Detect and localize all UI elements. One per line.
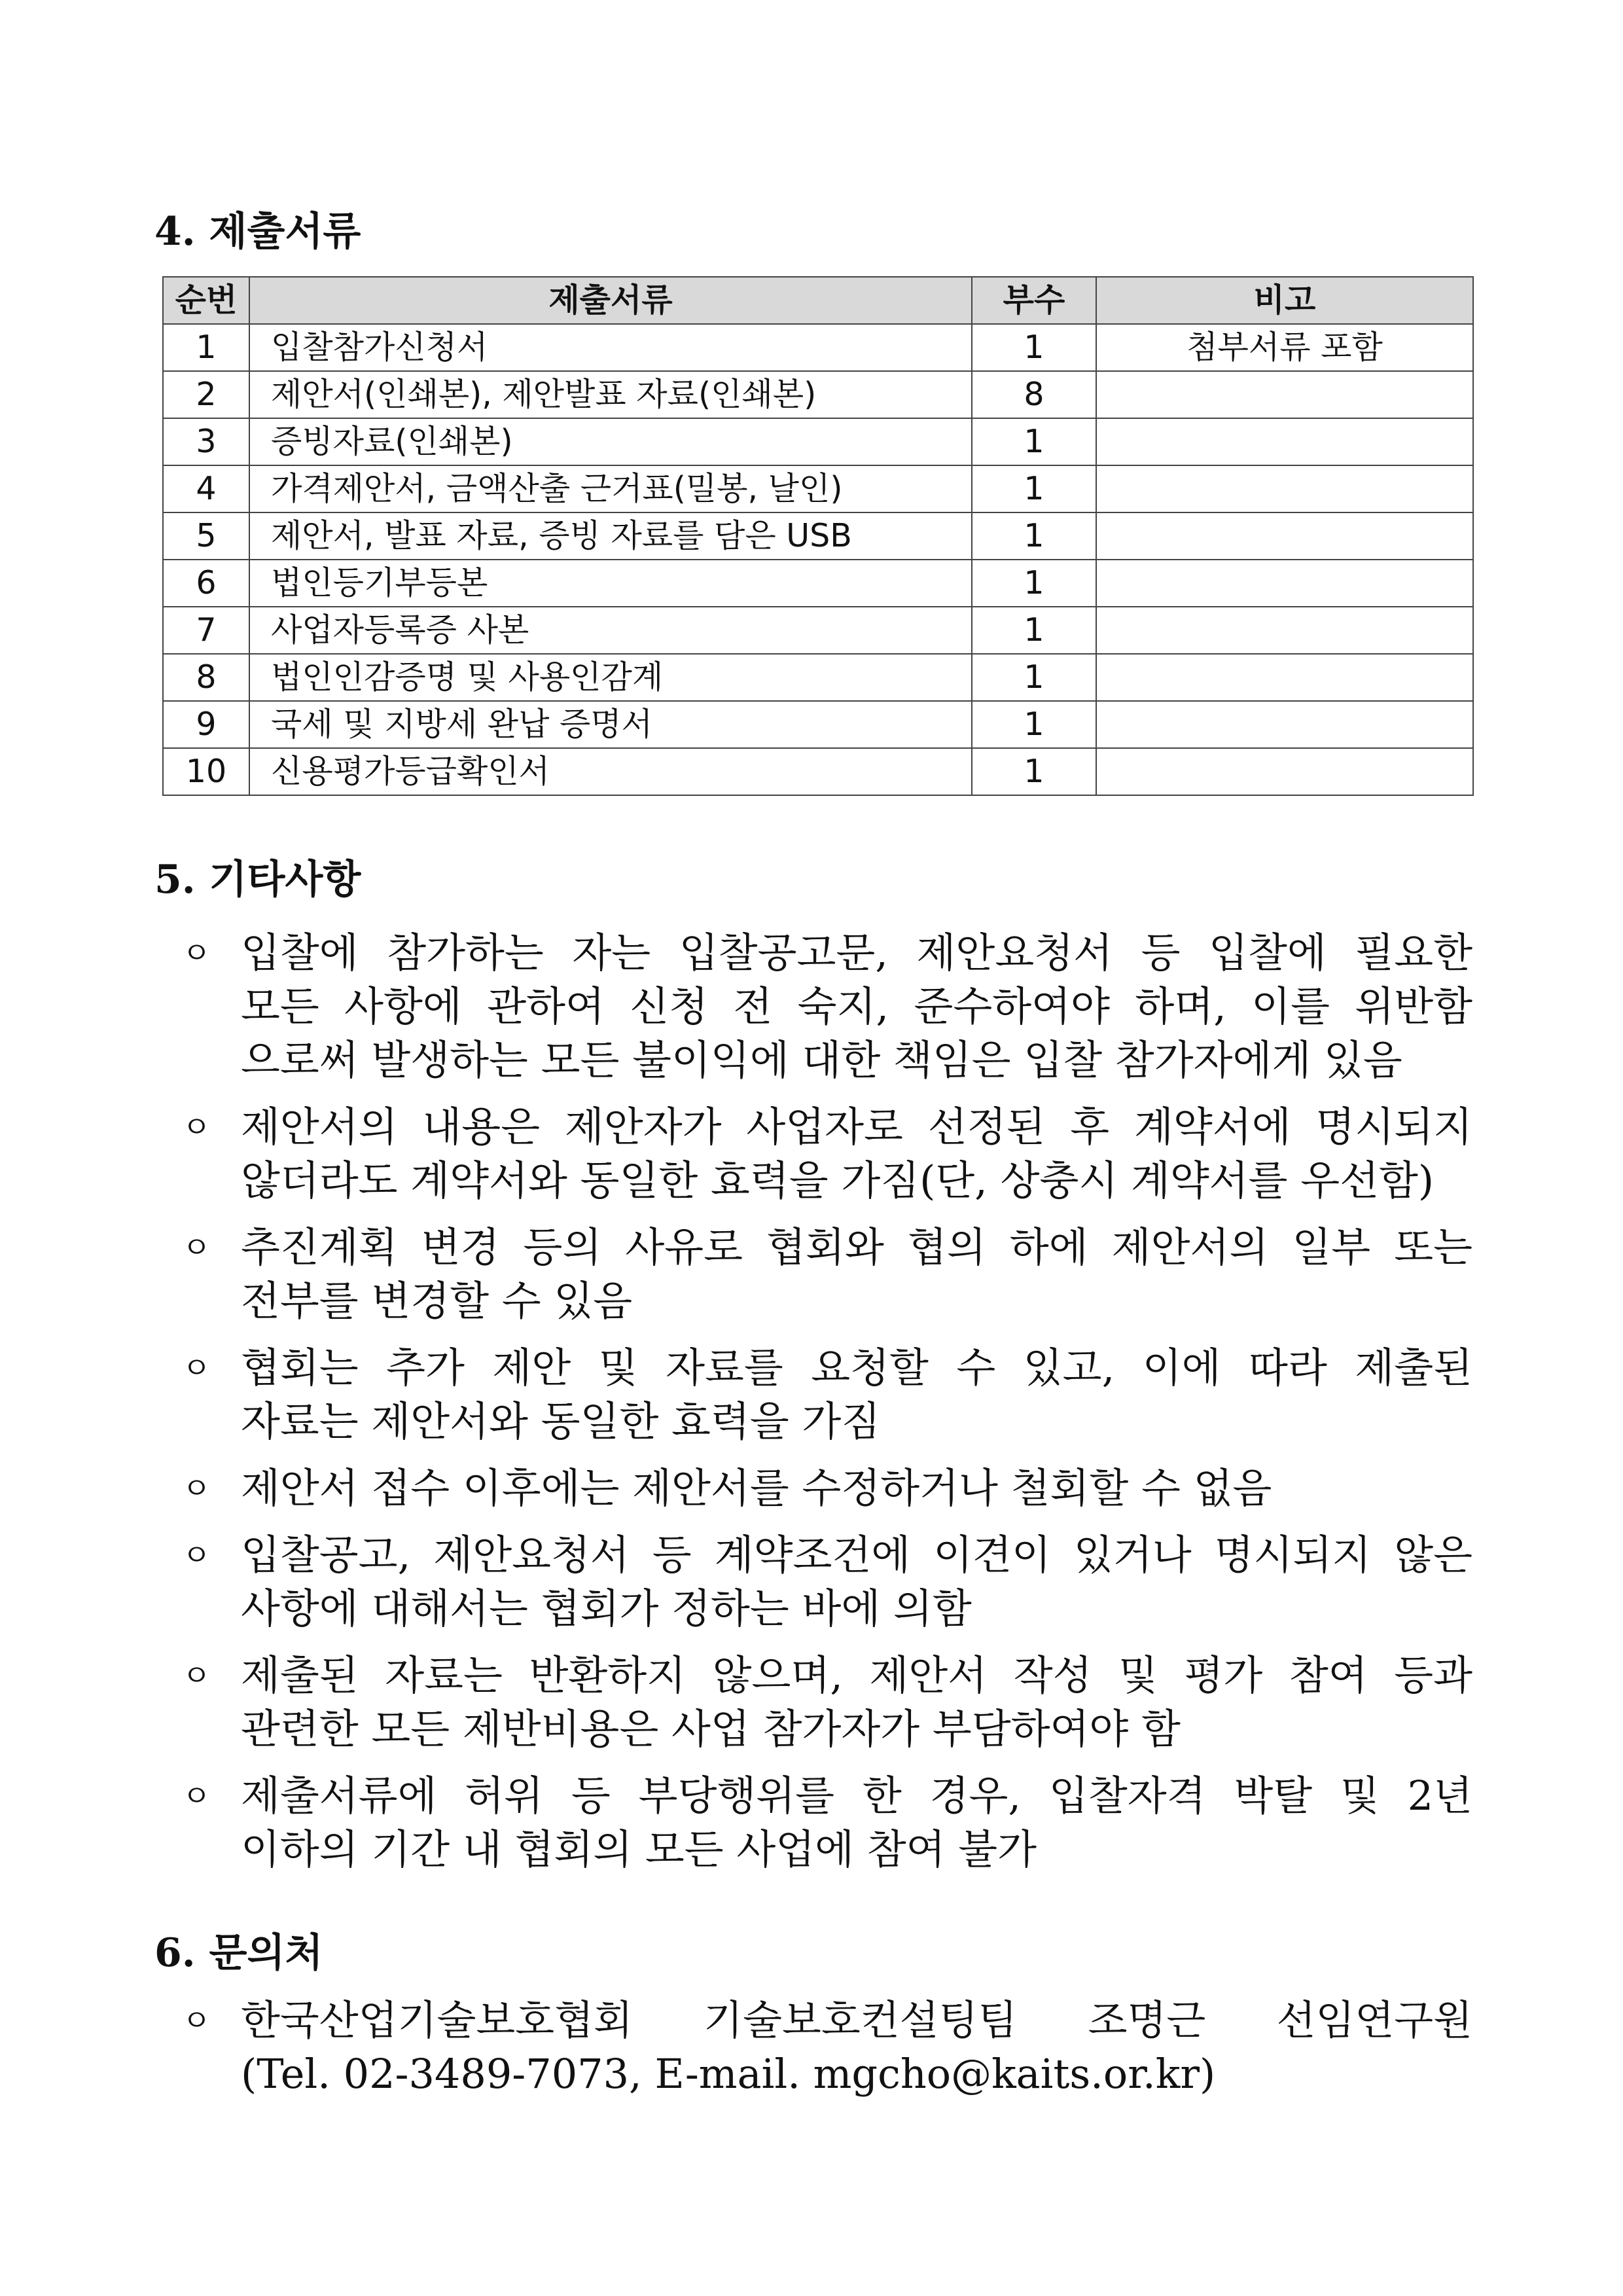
cell-count: 1 [972, 701, 1096, 748]
cell-note [1096, 607, 1473, 654]
bullet-text-line: 관련한 모든 제반비용은 사업 참가자가 부담하여야 함 [241, 1705, 1181, 1753]
cell-number: 7 [163, 607, 249, 654]
section-5-heading: 5. 기타사항 [154, 857, 361, 903]
cell-number: 3 [163, 418, 249, 465]
cell-number: 10 [163, 748, 249, 795]
bullet-text-line: 자료는 제안서와 동일한 효력을 가짐 [241, 1397, 881, 1445]
bullet-circle-icon: ㅇ [182, 935, 211, 971]
table-body [163, 324, 1473, 795]
cell-note [1096, 418, 1473, 465]
other-notes-list [0, 926, 1623, 1890]
cell-document: 제안서, 발표 자료, 증빙 자료를 담은 USB [249, 512, 972, 560]
cell-number: 4 [163, 465, 249, 512]
cell-note [1096, 465, 1473, 512]
bullet-text-line: (Tel. 02-3489-7073, E-mail. mgcho@kaits.or.kr) [241, 2050, 1216, 2098]
cell-number: 6 [163, 560, 249, 607]
cell-number: 2 [163, 371, 249, 418]
table-row [163, 748, 1473, 795]
cell-note [1096, 748, 1473, 795]
header-number: 순번 [163, 277, 249, 324]
table-row [163, 654, 1473, 701]
bullet-text-line: 제안서의 내용은 제안자가 사업자로 선정된 후 계약서에 명시되지 [241, 1103, 1472, 1151]
bullet-circle-icon: ㅇ [182, 1350, 211, 1386]
bullet-text-line: 한국산업기술보호협회 기술보호컨설팅팀 조명근 선임연구원 [241, 1996, 1472, 2044]
note-item [0, 1100, 1623, 1208]
bullet-text-line: 입찰에 참가하는 자는 입찰공고문, 제안요청서 등 입찰에 필요한 [241, 929, 1472, 977]
bullet-text-line: 제출서류에 허위 등 부당행위를 한 경우, 입찰자격 박탈 및 2년 [241, 1772, 1472, 1820]
section-6-heading: 6. 문의처 [154, 1930, 323, 1976]
cell-count: 1 [972, 607, 1096, 654]
cell-count: 1 [972, 418, 1096, 465]
cell-document: 증빙자료(인쇄본) [249, 418, 972, 465]
header-note: 비고 [1096, 277, 1473, 324]
note-item [0, 926, 1623, 1087]
note-item [0, 1341, 1623, 1448]
cell-number: 8 [163, 654, 249, 701]
bullet-text-line: 추진계획 변경 등의 사유로 협회와 협의 하에 제안서의 일부 또는 [241, 1223, 1472, 1271]
cell-count: 8 [972, 371, 1096, 418]
header-count: 부수 [972, 277, 1096, 324]
bullet-text-line: 이하의 기간 내 협회의 모든 사업에 참여 불가 [241, 1825, 1037, 1873]
table-row [163, 465, 1473, 512]
bullet-text-line: 사항에 대해서는 협회가 정하는 바에 의함 [241, 1585, 972, 1632]
cell-document: 신용평가등급확인서 [249, 748, 972, 795]
bullet-circle-icon: ㅇ [182, 2003, 211, 2038]
bullet-circle-icon: ㅇ [182, 1471, 211, 1506]
table-row [163, 324, 1473, 371]
table-row [163, 371, 1473, 418]
table-row [163, 560, 1473, 607]
cell-document: 사업자등록증 사본 [249, 607, 972, 654]
contact-list [0, 1994, 1623, 2114]
cell-document: 가격제안서, 금액산출 근거표(밀봉, 날인) [249, 465, 972, 512]
section-4-heading: 4. 제출서류 [154, 209, 361, 255]
bullet-circle-icon: ㅇ [182, 1109, 211, 1145]
cell-note [1096, 371, 1473, 418]
cell-note [1096, 701, 1473, 748]
note-item [0, 1462, 1623, 1515]
bullet-text-line: 입찰공고, 제안요청서 등 계약조건에 이견이 있거나 명시되지 않은 [241, 1531, 1472, 1579]
header-document: 제출서류 [249, 277, 972, 324]
table-row [163, 512, 1473, 560]
table-row [163, 607, 1473, 654]
bullet-text-line: 으로써 발생하는 모든 불이익에 대한 책임은 입찰 참가자에게 있음 [241, 1036, 1402, 1084]
cell-number: 1 [163, 324, 249, 371]
cell-count: 1 [972, 324, 1096, 371]
table-row [163, 701, 1473, 748]
cell-note [1096, 654, 1473, 701]
bullet-text-line: 전부를 변경할 수 있음 [241, 1277, 633, 1325]
contact-item [0, 1994, 1623, 2101]
note-item [0, 1528, 1623, 1636]
cell-document: 국세 및 지방세 완납 증명서 [249, 701, 972, 748]
bullet-circle-icon: ㅇ [182, 1658, 211, 1693]
cell-count: 1 [972, 512, 1096, 560]
cell-note [1096, 560, 1473, 607]
bullet-text-line: 않더라도 계약서와 동일한 효력을 가짐(단, 상충시 계약서를 우선함) [241, 1157, 1435, 1204]
cell-note: 첨부서류 포함 [1096, 324, 1473, 371]
bullet-circle-icon: ㅇ [182, 1778, 211, 1814]
bullet-text-line: 모든 사항에 관하여 신청 전 숙지, 준수하여야 하며, 이를 위반함 [241, 982, 1472, 1030]
bullet-text-line: 제안서 접수 이후에는 제안서를 수정하거나 철회할 수 없음 [241, 1464, 1272, 1512]
note-item [0, 1649, 1623, 1756]
bullet-circle-icon: ㅇ [182, 1537, 211, 1573]
table-header-row [163, 277, 1473, 324]
note-item [0, 1769, 1623, 1876]
note-item [0, 1221, 1623, 1328]
cell-number: 5 [163, 512, 249, 560]
cell-note [1096, 512, 1473, 560]
bullet-text-line: 제출된 자료는 반환하지 않으며, 제안서 작성 및 평가 참여 등과 [241, 1651, 1472, 1699]
submission-documents-table [162, 276, 1474, 796]
cell-document: 제안서(인쇄본), 제안발표 자료(인쇄본) [249, 371, 972, 418]
cell-count: 1 [972, 560, 1096, 607]
cell-count: 1 [972, 465, 1096, 512]
bullet-circle-icon: ㅇ [182, 1230, 211, 1265]
cell-document: 법인인감증명 및 사용인감계 [249, 654, 972, 701]
cell-count: 1 [972, 654, 1096, 701]
cell-count: 1 [972, 748, 1096, 795]
table-row [163, 418, 1473, 465]
cell-number: 9 [163, 701, 249, 748]
cell-document: 법인등기부등본 [249, 560, 972, 607]
cell-document: 입찰참가신청서 [249, 324, 972, 371]
bullet-text-line: 협회는 추가 제안 및 자료를 요청할 수 있고, 이에 따라 제출된 [241, 1344, 1472, 1391]
